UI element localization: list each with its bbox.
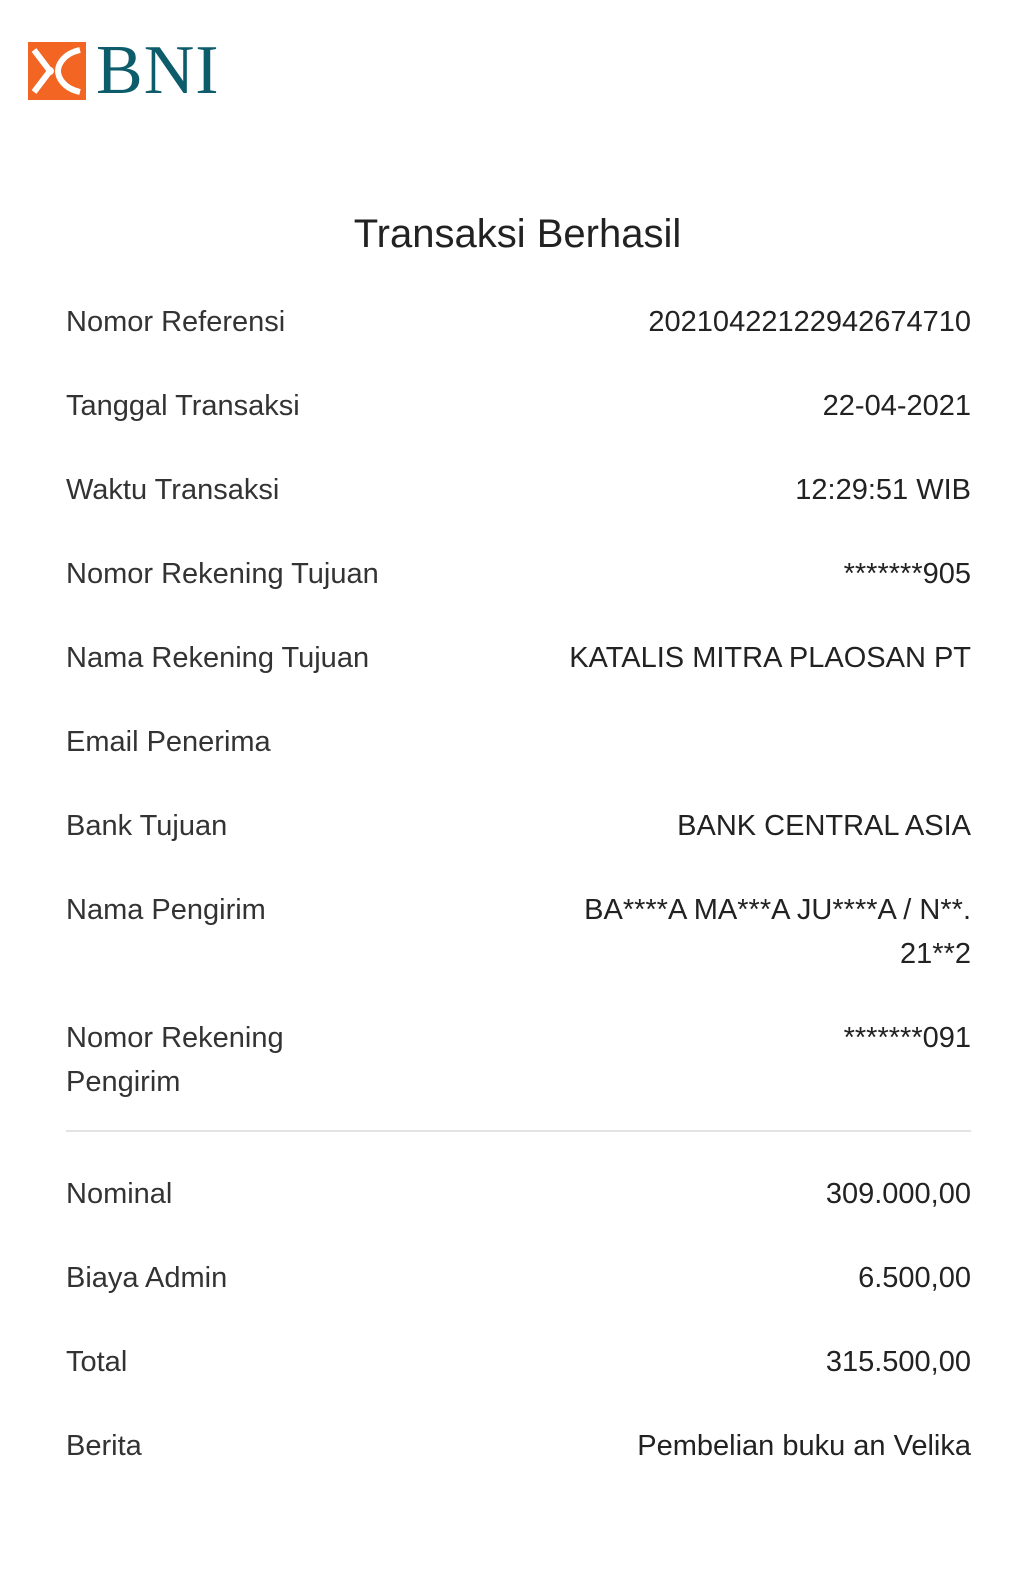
dest-bank-value: BANK CENTRAL ASIA [677,810,971,842]
detail-row-dest-account-name [66,636,971,720]
time-value: 12:29:51 WIB [795,474,971,506]
message-label: Berita [66,1430,142,1462]
bni-logo [28,32,220,109]
sender-account-label: Nomor Rekening Pengirim [66,1022,284,1098]
reference-value: 20210422122942674710 [648,306,971,338]
recipient-email-label: Email Penerima [66,726,271,758]
total-value: 315.500,00 [825,1346,971,1378]
detail-row-time [66,468,971,552]
amount-row-nominal [66,1172,971,1256]
dest-account-name-value: KATALIS MITRA PLAOSAN PT [569,642,971,674]
bni-logo-text: BNI [96,32,220,109]
nominal-label: Nominal [66,1178,173,1210]
amount-row-message [66,1424,971,1508]
message-value: Pembelian buku an Velika [637,1430,971,1462]
dest-account-name-label: Nama Rekening Tujuan [66,642,370,674]
date-label: Tanggal Transaksi [66,390,300,422]
detail-row-recipient-email [66,720,971,804]
detail-row-dest-bank [66,804,971,888]
amount-row-admin-fee [66,1256,971,1340]
reference-label: Nomor Referensi [66,306,286,338]
sender-account-value: *******091 [843,1022,971,1054]
bni-mark-icon [28,42,86,100]
detail-row-sender-account [66,1016,971,1130]
transaction-details [66,300,971,1508]
admin-fee-value: 6.500,00 [858,1262,971,1294]
nominal-value: 309.000,00 [825,1178,971,1210]
total-label: Total [66,1346,128,1378]
page-title: Transaksi Berhasil [353,212,682,256]
detail-row-dest-account-number [66,552,971,636]
section-divider [66,1130,971,1132]
date-value: 22-04-2021 [822,390,971,422]
dest-bank-label: Bank Tujuan [66,810,228,842]
admin-fee-label: Biaya Admin [66,1262,228,1294]
dest-account-number-label: Nomor Rekening Tujuan [66,558,379,590]
time-label: Waktu Transaksi [66,474,280,506]
dest-account-number-value: *******905 [843,558,971,590]
detail-row-sender-name [66,888,971,1016]
detail-row-reference [66,300,971,384]
detail-row-date [66,384,971,468]
sender-name-label: Nama Pengirim [66,894,266,926]
sender-name-value: BA****A MA***A JU****A / N**. 21**2 [584,894,971,970]
amount-row-total [66,1340,971,1424]
